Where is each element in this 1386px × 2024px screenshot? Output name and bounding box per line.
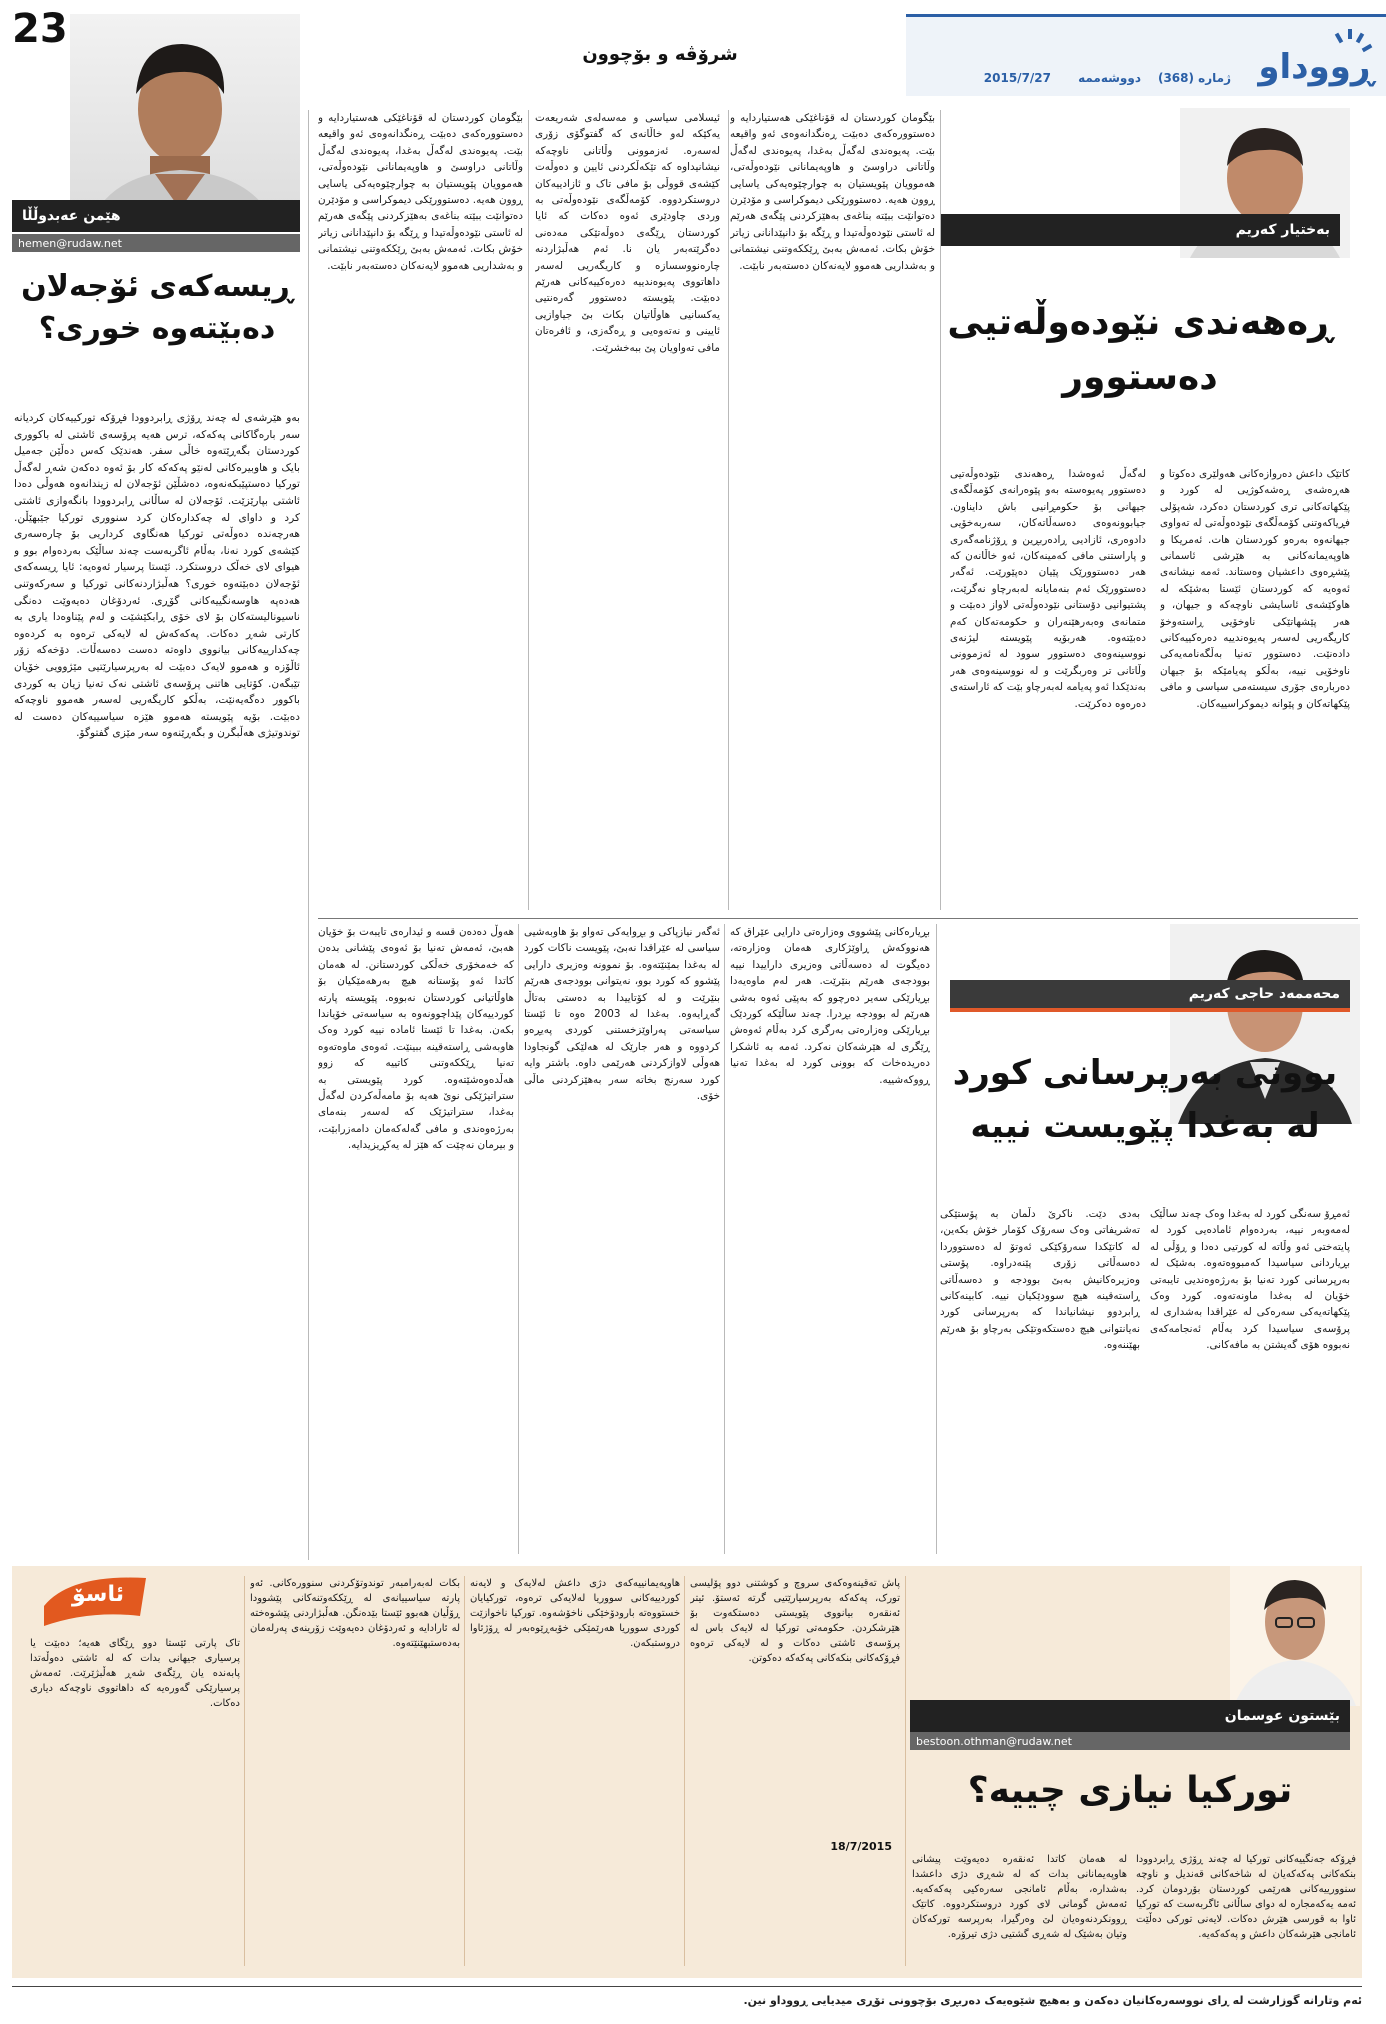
article3-col-left: بەدی دێت. ناکرێ دڵمان بە پۆستێکی تەشریفاتی وەک سەرۆک کۆمار خۆش بکەین، لە کاتێکدا سەرۆکێکی ئەوتۆ لە دەستووردا دەسەڵاتی زۆری پێنەدراوە. پۆستی وەزیرەکانیش بەبێ بوودجە و دەسەڵاتی ڕاستەقینە هیچ سوودێکیان نییە. کابینەکانی ڕابردوو نیشانیاندا کە بەرپرسانی کورد نەیانتوانی هیچ دەستکەوتێکی بەرچاو بۆ هەرێم بهێننەوە.: [940, 1208, 1140, 1352]
divider: [308, 110, 309, 1560]
divider: [244, 1576, 245, 1966]
article3-headline: بوونی بەرپرسانی کورد لە بەغدا پێویست نییە: [952, 1053, 1338, 1146]
author-email[interactable]: bestoon.othman@rudaw.net: [910, 1732, 1350, 1750]
author-bar-bestoon: [910, 1700, 1350, 1732]
issue-number: ژمارە (368): [1157, 71, 1231, 85]
author-email[interactable]: hemen@rudaw.net: [12, 234, 300, 252]
author-bar-mohammed: [950, 980, 1350, 1012]
author-photo-bestoon: [1230, 1566, 1360, 1706]
section-divider: [318, 918, 1358, 919]
label-text: ئاسۆ: [72, 1582, 124, 1607]
article1-col-left: بێگومان کوردستان لە قۆناغێکی هەستیاردایە و دەستوورەکەی دەبێت ڕەنگدانەوەی ئەو واقیعە بێت. پەیوەندی لەگەڵ بەغدا، پەیوەندی لەگەڵ وڵاتانی دراوسێ و هاوپەیمانانی نێودەوڵەتی، هەموویان پێویستیان بە چوارچێوەیەکی یاسایی ڕوون هەیە. دەستوورێکی دیموکراسی و مۆدێرن دەتوانێت ببێتە بناغەی بەهێزکردنی پێگەی هەرێم لە ئاستی نێودەوڵەتیدا و ڕێگە بۆ دانپێدانانی زیاتر خۆش بکات. ئەمەش بەبێ ڕێککەوتنی نیشتمانی و بەشداریی هەموو لایەنەکان دەستەبەر نابێت.: [730, 112, 935, 272]
divider: [905, 1576, 906, 1966]
divider: [684, 1576, 685, 1966]
section-title: شرۆڤە و بۆچوون: [582, 44, 738, 65]
article1-col-extra: بێگومان کوردستان لە قۆناغێکی هەستیاردایە و دەستوورەکەی دەبێت ڕەنگدانەوەی ئەو واقیعە بێت. پەیوەندی لەگەڵ بەغدا، پەیوەندی لەگەڵ وڵاتانی دراوسێ و هاوپەیمانانی نێودەوڵەتی، هەموویان پێویستیان بە چوارچێوەیەکی یاسایی ڕوون هەیە. دەستوورێکی دیموکراسی و مۆدێرن دەتوانێت ببێتە بناغەی بەهێزکردنی پێگەی هەرێم لە ئاستی نێودەوڵەتیدا و ڕێگە بۆ دانپێدانانی زیاتر خۆش بکات. ئەمەش بەبێ ڕێککەوتنی نیشتمانی و بەشداریی هەموو لایەنەکان دەستەبەر نابێت.: [318, 112, 523, 272]
article4-col-4: هاوپەیمانییەکەی دژی داعش لەلایەک و لایەنە کوردییەکانی سووریا لەلایەکی ترەوە، تورکیایان خستووەتە بارودۆخێکی ناخۆشەوە. تورکیا ناخوازێت کوردی سووریا هەرێمێکی خۆبەڕێوەبەر لە ڕۆژئاوا دروستبکەن.: [470, 1578, 680, 1649]
article3-col-m3: هەوڵ دەدەن قسە و ئیدارەی تایبەت بۆ خۆیان هەبێ، ئەمەش تەنیا بۆ ئەوەی پێشانی بدەن کە خەمخۆری خەڵکی کوردستانن. لە هەمان کاتدا ئەو پۆستانە هیچ بەرهەمێکیان بۆ هاوڵاتیانی کوردستان نەبووە. پێویستە پارتە کوردییەکان پێداچوونەوە بە سیاسەتی خۆیاندا بکەن. بەغدا تا ئێستا ئامادە نییە کورد وەک هاوبەشی ڕاستەقینە ببینێت. ئەوەی ماوەتەوە تەنیا ڕێککەوتنی کاتییە کە زوو هەڵدەوەشێتەوە. کورد پێویستی بە ستراتیژێکی نوێ هەیە بۆ مامەڵەکردن لەگەڵ بەغدا، ستراتیژێک کە لەسەر بنەمای بەرژەوەندی و مافی گەلەکەمان دامەزرابێت، و بیرمان نەچێت کە هێز لە یەکڕیزیدایە.: [318, 926, 514, 1152]
page-number: 23: [12, 6, 68, 52]
article1-col-mid: لەگەڵ ئەوەشدا ڕەهەندی نێودەوڵەتیی دەستوور پەیوەستە بەو پێوەرانەی کۆمەڵگەی جیهانی بۆ حکومڕانیی باش دایناون. جیابوونەوەی دەسەڵاتەکان، سەربەخۆیی دادوەری، ئازادیی ڕادەربڕین و ڕۆژنامەگەری و پاراستنی مافی کەمینەکان، ئەو خاڵانەن کە هەر دەستوورێک پێیان دەپێورێت. ئەگەر دەستوورێک ئەم بنەمایانە لەبەرچاو نەگرێت، پشتیوانیی دۆستانی نێودەوڵەتی لاواز دەبێت و متمانەی وەبەرهێنەران و حکومەتەکان کەم دەبێتەوە. هەربۆیە پێویستە لیژنەی نووسینەوەی دەستوور سوود لە ئەزموونی وڵاتانی تر وەربگرێت و لە نووسینەوەی هەر بەندێکدا ئەو پەیامە لەبەرچاو بێت کە ئاراستەی دەرەوە دەکرێت.: [950, 468, 1146, 710]
footer-rule: [12, 1986, 1362, 1987]
aso-label: [40, 1570, 150, 1630]
article2-headline: ڕیسەکەی ئۆجەلان دەبێتەوە خوری؟: [21, 269, 293, 346]
author-name: هێمن عەبدوڵڵا: [22, 208, 121, 224]
article1-col-far: ئیسلامی سیاسی و مەسەلەی شەریعەت یەکێکە لەو خاڵانەی کە گفتوگۆی زۆری لەسەرە. ئەزموونی وڵاتانی ناوچەکە نیشانیداوە کە تێکەڵکردنی ئایین و دەوڵەت کێشەی قووڵی بۆ مافی تاک و ئازادییەکان دروستکردووە. کۆمەڵگەی نێودەوڵەتی بە وردی چاودێری ئەوە دەکات کە ئایا کوردستان ڕێگەی دەوڵەتێکی مەدەنی دەگرێتەبەر یان نا. ئەم هەڵبژاردنە چارەنووسسازە و کاریگەریی لەسەر داهاتووی پەیوەندییە دەرەکییەکانی هەرێم دەبێت. پێویستە دەستوور گەرەنتیی یەکسانیی هاوڵاتیان بکات بێ جیاوازیی ئایینی و نەتەوەیی و ڕەگەزی، و ئافرەتان مافی تەواویان پێ ببەخشرێت.: [535, 112, 720, 354]
article4-col-6: تاک پارتی ئێستا دوو ڕێگای هەیە؛ دەبێت یا پرسیاری جیهانی بدات کە لە ئاشتی دەوڵەتدا پابەندە یان ڕێگەی شەڕ هەڵبژێرێت. ئەمەش پرسیارێکی گەورەیە کە داهاتووی ناوچەکە دیاری دەکات.: [30, 1638, 240, 1709]
article2-body: بەو هێرشەی لە چەند ڕۆژی ڕابردوودا فڕۆکە تورکییەکان کردیانە سەر بارەگاکانی پەکەکە، ترس هەیە پرۆسەی ئاشتی لە باکووری کوردستان بگەڕێتەوە خاڵی سفر. هەندێک کەس دەڵێن جەمیل بایک و هاوبیرەکانی لەنێو پەکەکە کار بۆ ئەوە دەکەن شەڕ لەگەڵ تورکیا دەستپێبکەنەوە، دەشڵێن ئۆجەلان لە زیندانەوە هەوڵی دەدا ئاشتی بپارێزێت. ئۆجەلان لە ساڵانی ڕابردوودا بانگەوازی ئاشتی کرد و داوای لە چەکدارەکان کرد سنووری تورکیا جێبهێڵن. هەرچەندە دەوڵەتی تورکیا هەنگاوی کرداریی بۆ چارەسەری کێشەی کورد نەنا، بەڵام ئاگربەست چەند ساڵێک بەردەوام بوو و هیوای لای خەڵک دروستکرد. ئێستا پرسیار ئەوەیە: ئایا ڕیسەکەی ئۆجەلان دەبێتەوە خوری؟ هەڵبژاردنەکانی تورکیا و سەرکەوتنی هەدەپە هاوسەنگییەکانی گۆڕی. ئەردۆغان دەیەوێت دەنگی ناسیونالیستەکان بۆ لای خۆی ڕابکێشێت و لەم پێناوەدا یاری بە کارتی شەڕ دەکات. پەکەکەش لە لایەکی ترەوە بە کردەوە چەکدارییەکانی بیانووی داوەتە دەست دەسەڵات. دۆخەکە زۆر ئاڵۆزە و هەموو لایەک دەبێت لە بەرپرسیارێتیی مێژوویی خۆیان تێبگەن. کۆتایی هاتنی پرۆسەی ئاشتی نەک تەنیا زیان بە کوردی باکوور دەگەیەنێت، بەڵکو کاریگەریی لەسەر هەموو ناوچەکە دەبێت. بۆیە پێویستە هەموو هێزە سیاسییەکان دەست لە توندوتیژی هەڵبگرن و بگەڕێنەوە سەر مێزی گفتوگۆ.: [14, 412, 300, 740]
author-name: بێستون عوسمان: [1224, 1708, 1340, 1724]
divider: [528, 110, 529, 910]
divider: [728, 110, 729, 910]
author-bar-hemen: [12, 200, 300, 232]
article4-headline: تورکیا نیازی چییە؟: [967, 1770, 1293, 1811]
footer-note: ئەم وتارانە گوزارشت لە ڕای نووسەرەکانیان دەکەن و بەهیچ شێوەیەک دەربڕی بۆچوونی تۆڕی میدیایی ڕووداو نین.: [743, 1994, 1362, 2007]
article1-col-right: کاتێک داعش دەروازەکانی هەولێری دەکوتا و هەڕەشەی ڕەشەکوژیی لە کورد و پێکهاتەکانی تری کوردستان دەکرد، شەپۆلی فڕیاکەوتنی کۆمەڵگەی نێودەوڵەتی لە تەواوی جیهانەوە بەرەو کوردستان هات. ئەمریکا و هاوپەیمانەکانی بە هێرشی ئاسمانی پێشڕەوی داعشیان وەستاند. ئەمە نیشانەی ئەوەیە کە کوردستان ئێستا بەشێکە لە هاوکێشەی ئاسایشی ناوچەکە و جیهان، و هەر پێشهاتێکی ناوخۆیی ڕاستەوخۆ کاریگەریی لەسەر پەیوەندییە دەرەکییەکانی دادەنێت. دەستوور تەنیا بەڵگەنامەیەکی ناوخۆیی نییە، بەڵکو پەیامێکە بۆ جیهان دەربارەی جۆری سیستەمی سیاسی و مافی پێکهاتەکان و پێوانە دیموکراسییەکان.: [1160, 468, 1350, 710]
divider: [518, 924, 519, 1554]
article3-col-m1: بڕیارەکانی پێشووی وەزارەتی دارایی عێراق کە هەنووکەش ڕاوێژکاری هەمان وەزارەتە، دەیگوت لە دەسەڵاتی وەزیری داراییدا نییە بوودجەی هەرێم بنێرێت. هەر لەم ماوەیەدا بڕیارێکی سەیر دەرچوو کە بەپێی ئەوە بەشی هەرێم لە بوودجە بڕدرا. چەند ساڵێکە کوردێک بڕیارێکی وەزارەتی بەرگری کرد بەڵام ئەوەش ڕێگری لە هێرشەکان نەکرد. ئەمە بە ئاشکرا دەریدەخات کە بوونی کورد لە بەغدا تەنیا ڕووکەشییە.: [730, 926, 930, 1086]
brand-logo: [1238, 23, 1378, 93]
article4-col-2: لە هەمان کاتدا ئەنقەرە دەیەوێت پیشانی هاوپەیمانانی بدات کە لە شەڕی دژی داعشدا بەشدارە، بەڵام ئامانجی سەرەکیی پەکەکەیە. ئەمەش گومانی لای کورد دروستکردووە. کاتێک ڕوونکردنەوەیان لێ وەرگیرا، بەرپرسە تورکەکان وتیان بەشێک لە شەڕی گشتیی دژی تیرۆرە.: [912, 1854, 1127, 1940]
author-name: محەممەد حاجی کەریم: [1188, 986, 1340, 1002]
author-photo-hemen: [70, 14, 300, 224]
author-name: بەختیار کەریم: [1235, 222, 1330, 238]
author-bar-bakhtiyar: [940, 214, 1340, 246]
divider: [724, 924, 725, 1554]
person-icon: [70, 14, 300, 224]
article1-headline: ڕەهەندی نێودەوڵەتیی دەستوور: [947, 302, 1333, 398]
divider: [936, 924, 937, 1554]
article4-col-3: پاش تەقینەوەکەی سروچ و کوشتنی دوو پۆلیسی تورک، پەکەکە بەرپرسیارێتیی گرتە ئەستۆ. ئیتر ئەنقەرە بیانووی پێویستی دەستکەوت بۆ هێرشکردن. حکومەتی تورکیا لە لایەک باس لە پرۆسەی ئاشتی دەکات و لە لایەکی ترەوە فڕۆکەکانی بنکەکانی پەکەکە دەکوتن.: [690, 1578, 900, 1664]
issue-weekday: دووشەممە: [1078, 71, 1141, 85]
person-icon: [1230, 1566, 1360, 1706]
article3-col-right: ئەمڕۆ سەنگی کورد لە بەغدا وەک چەند ساڵێک لەمەوبەر نییە، بەردەوام ئامادەیی کورد لە پایتەختی ئەو وڵاتە لە کورتیی دەدا و ڕۆڵی لە بڕیاردانی سیاسیدا کەمبووەتەوە. بەشێک لە بەرپرسانی کورد تەنیا بۆ بەرژەوەندیی تایبەتی خۆیان لە بەغدا ماونەتەوە. کورد وەک پێکهاتەیەکی سەرەکی لە عێراقدا بەشداری لە پرۆسەی سیاسیدا کرد بەڵام ئەنجامەکەی نەبووە هۆی گەیشتن بە مافەکانی.: [1150, 1208, 1350, 1352]
divider: [940, 110, 941, 910]
brand-name: ڕووداو: [1258, 47, 1374, 87]
article3-col-m2: ئەگەر نیازپاکی و بڕوایەکی تەواو بۆ هاوبەشیی سیاسی لە عێراقدا نەبێ، پێویست ناکات کورد لە بەغدا بمێنێتەوە. بۆ نموونە وەزیری دارایی پێشوو کە کورد بوو، نەیتوانی بوودجەی هەرێم بنێرێت و لە کۆتاییدا بە دەستی بەتاڵ گەڕایەوە. بەغدا لە 2003 ەوە تا ئێستا سیاسەتی پەراوێزخستنی کوردی پەیڕەو کردووە و هەر جارێک لە هەلێکی گونجاودا هەوڵی لاوازکردنی هەرێمی داوە. باشتر وایە کورد سەرنج بخاتە سەر بەهێزکردنی ماڵی خۆی.: [524, 926, 720, 1103]
article4-col-5: بکات لەبەرامبەر توندوتۆکردنی سنوورەکانی. ئەو پارتە سیاسییانەی لە ڕێککەوتنەکانی پێشوودا ڕۆڵیان هەبوو ئێستا بێدەنگن. هەڵبژاردنی پێشوەختە لە ئارادایە و ئەردۆغان دەیەوێت زۆرینەی پەرلەمان بەدەستبهێنێتەوە.: [250, 1578, 460, 1649]
article4-col-1: فڕۆکە جەنگییەکانی تورکیا لە چەند ڕۆژی ڕابردوودا بنکەکانی پەکەکەیان لە شاخەکانی قەندیل و ناوچە سنوورییەکانی هەرێمی کوردستان بۆردومان کرد. ئەمە یەکەمجارە لە دوای ساڵانی ئاگربەست کە تورکیا ئاوا بە قورسی هێرش دەکات. لایەنی تورکی دەڵێت ئامانجی هێرشەکان داعش و پەکەکەیە.: [1136, 1854, 1356, 1940]
issue-date: 2015/7/27: [983, 71, 1051, 85]
divider: [464, 1576, 465, 1966]
brand-box: [906, 14, 1386, 96]
date-mark: 18/7/2015: [830, 1840, 892, 1853]
